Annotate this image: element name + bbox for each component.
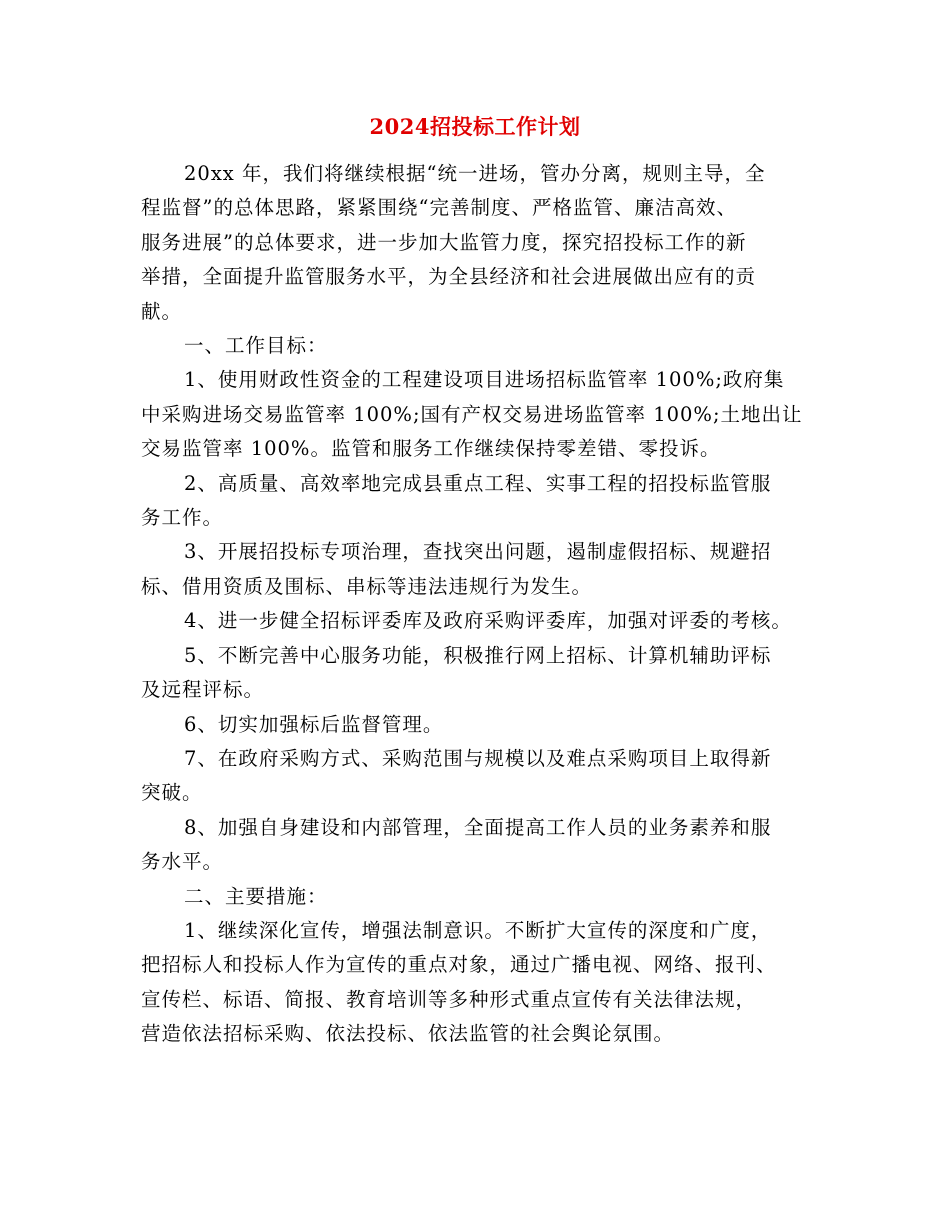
text-line: 7、在政府采购方式、采购范围与规模以及难点采购项目上取得新 [184, 746, 772, 770]
text-line: 5、不断完善中心服务功能，积极推行网上招标、计算机辅助评标 [184, 643, 772, 667]
text-line: 6、切实加强标后监督管理。 [184, 712, 444, 736]
text-line: 营造依法招标采购、依法投标、依法监管的社会舆论氛围。 [141, 1022, 675, 1046]
document-body [141, 157, 809, 1052]
text-line: 突破。 [141, 781, 203, 805]
text-line: 务工作。 [141, 506, 224, 530]
text-line: 2、高质量、高效率地完成县重点工程、实事工程的招投标监管服 [184, 471, 772, 495]
text-line: 1、使用财政性资金的工程建设项目进场招标监管率 100%;政府集 [184, 368, 785, 392]
text-line: 3、开展招投标专项治理，查找突出问题，遏制虚假招标、规避招 [184, 540, 772, 564]
text-line: 交易监管率 100%。监管和服务工作继续保持零差错、零投诉。 [141, 437, 721, 461]
text-line: 二、主要措施： [184, 884, 328, 908]
text-line: 务水平。 [141, 850, 224, 874]
text-line: 及远程评标。 [141, 678, 265, 702]
text-line: 标、借用资质及围标、串标等违法违规行为发生。 [141, 574, 593, 598]
text-line: 服务进展”的总体要求，进一步加大监管力度，探究招投标工作的新 [141, 230, 747, 254]
text-line: 8、加强自身建设和内部管理，全面提高工作人员的业务素养和服 [184, 815, 772, 839]
text-line: 宣传栏、标语、简报、教育培训等多种形式重点宣传有关法律法规， [141, 987, 757, 1011]
text-line: 把招标人和投标人作为宣传的重点对象，通过广播电视、网络、报刊、 [141, 953, 777, 977]
text-line: 1、继续深化宣传，增强法制意识。不断扩大宣传的深度和广度， [184, 918, 772, 942]
text-line: 举措，全面提升监管服务水平，为全县经济和社会进展做出应有的贡 [141, 265, 757, 289]
text-line: 献。 [141, 299, 183, 323]
text-line: 中采购进场交易监管率 100%;国有产权交易进场监管率 100%;土地出让 [141, 402, 803, 426]
text-line: 一、工作目标： [184, 334, 328, 358]
text-line: 程监督”的总体思路，紧紧围绕“完善制度、严格监管、廉洁高效、 [141, 196, 737, 220]
text-line: 4、进一步健全招标评委库及政府采购评委库，加强对评委的考核。 [184, 609, 792, 633]
text-line: 20xx 年，我们将继续根据“统一进场，管办分离，规则主导，全 [184, 162, 766, 185]
document-title: 2024招投标工作计划 [369, 114, 581, 139]
